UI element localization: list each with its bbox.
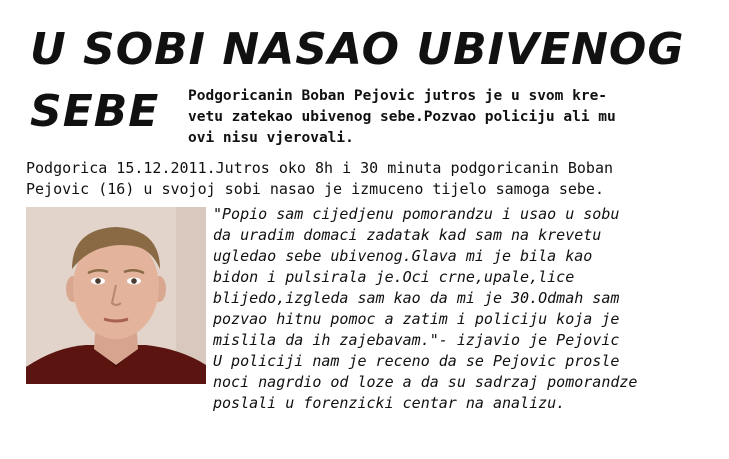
deck-line: vetu zatekao ubivenog sebe.Pozvao policiju ali mu <box>188 109 616 125</box>
body-line: bidon i pulsirala je.Oci crne,upale,lice <box>213 268 575 286</box>
portrait-photo <box>26 207 206 384</box>
article-deck <box>188 86 708 149</box>
body-line: noci nagrdio od loze a da su sadrzaj pomorandze <box>213 373 638 391</box>
deck-line: Podgoricanin Boban Pejovic jutros je u svom kre- <box>188 88 608 104</box>
body-line: poslali u forenzicki centar na analizu. <box>213 394 566 412</box>
body-line: blijedo,izgleda sam kao da mi je 30.Odmah sam <box>213 289 620 307</box>
deck-line: ovi nisu vjerovali. <box>188 130 354 146</box>
lead-line: Podgorica 15.12.2011.Jutros oko 8h i 30 minuta podgoricanin Boban <box>26 159 613 177</box>
article-body <box>213 204 637 414</box>
body-line: ugledao sebe ubivenog.Glava mi je bila kao <box>213 247 593 265</box>
body-line: da uradim domaci zadatak kad sam na krevetu <box>213 226 602 244</box>
headline-line-2: SEBE <box>30 86 160 137</box>
headline-line-1: U SOBI NASAO UBIVENOG <box>30 24 685 75</box>
body-line: U policiji nam je receno da se Pejovic prosle <box>213 352 620 370</box>
lead-line: Pejovic (16) u svojoj sobi nasao je izmuceno tijelo samoga sebe. <box>26 180 604 198</box>
body-line: "Popio sam cijedjenu pomorandzu i usao u sobu <box>213 205 620 223</box>
body-line: pozvao hitnu pomoc a zatim i policiju koja je <box>213 310 620 328</box>
body-line: mislila da ih zajebavam."- izjavio je Pejovic <box>213 331 620 349</box>
article-lead <box>26 158 613 200</box>
portrait-illustration <box>26 207 206 384</box>
